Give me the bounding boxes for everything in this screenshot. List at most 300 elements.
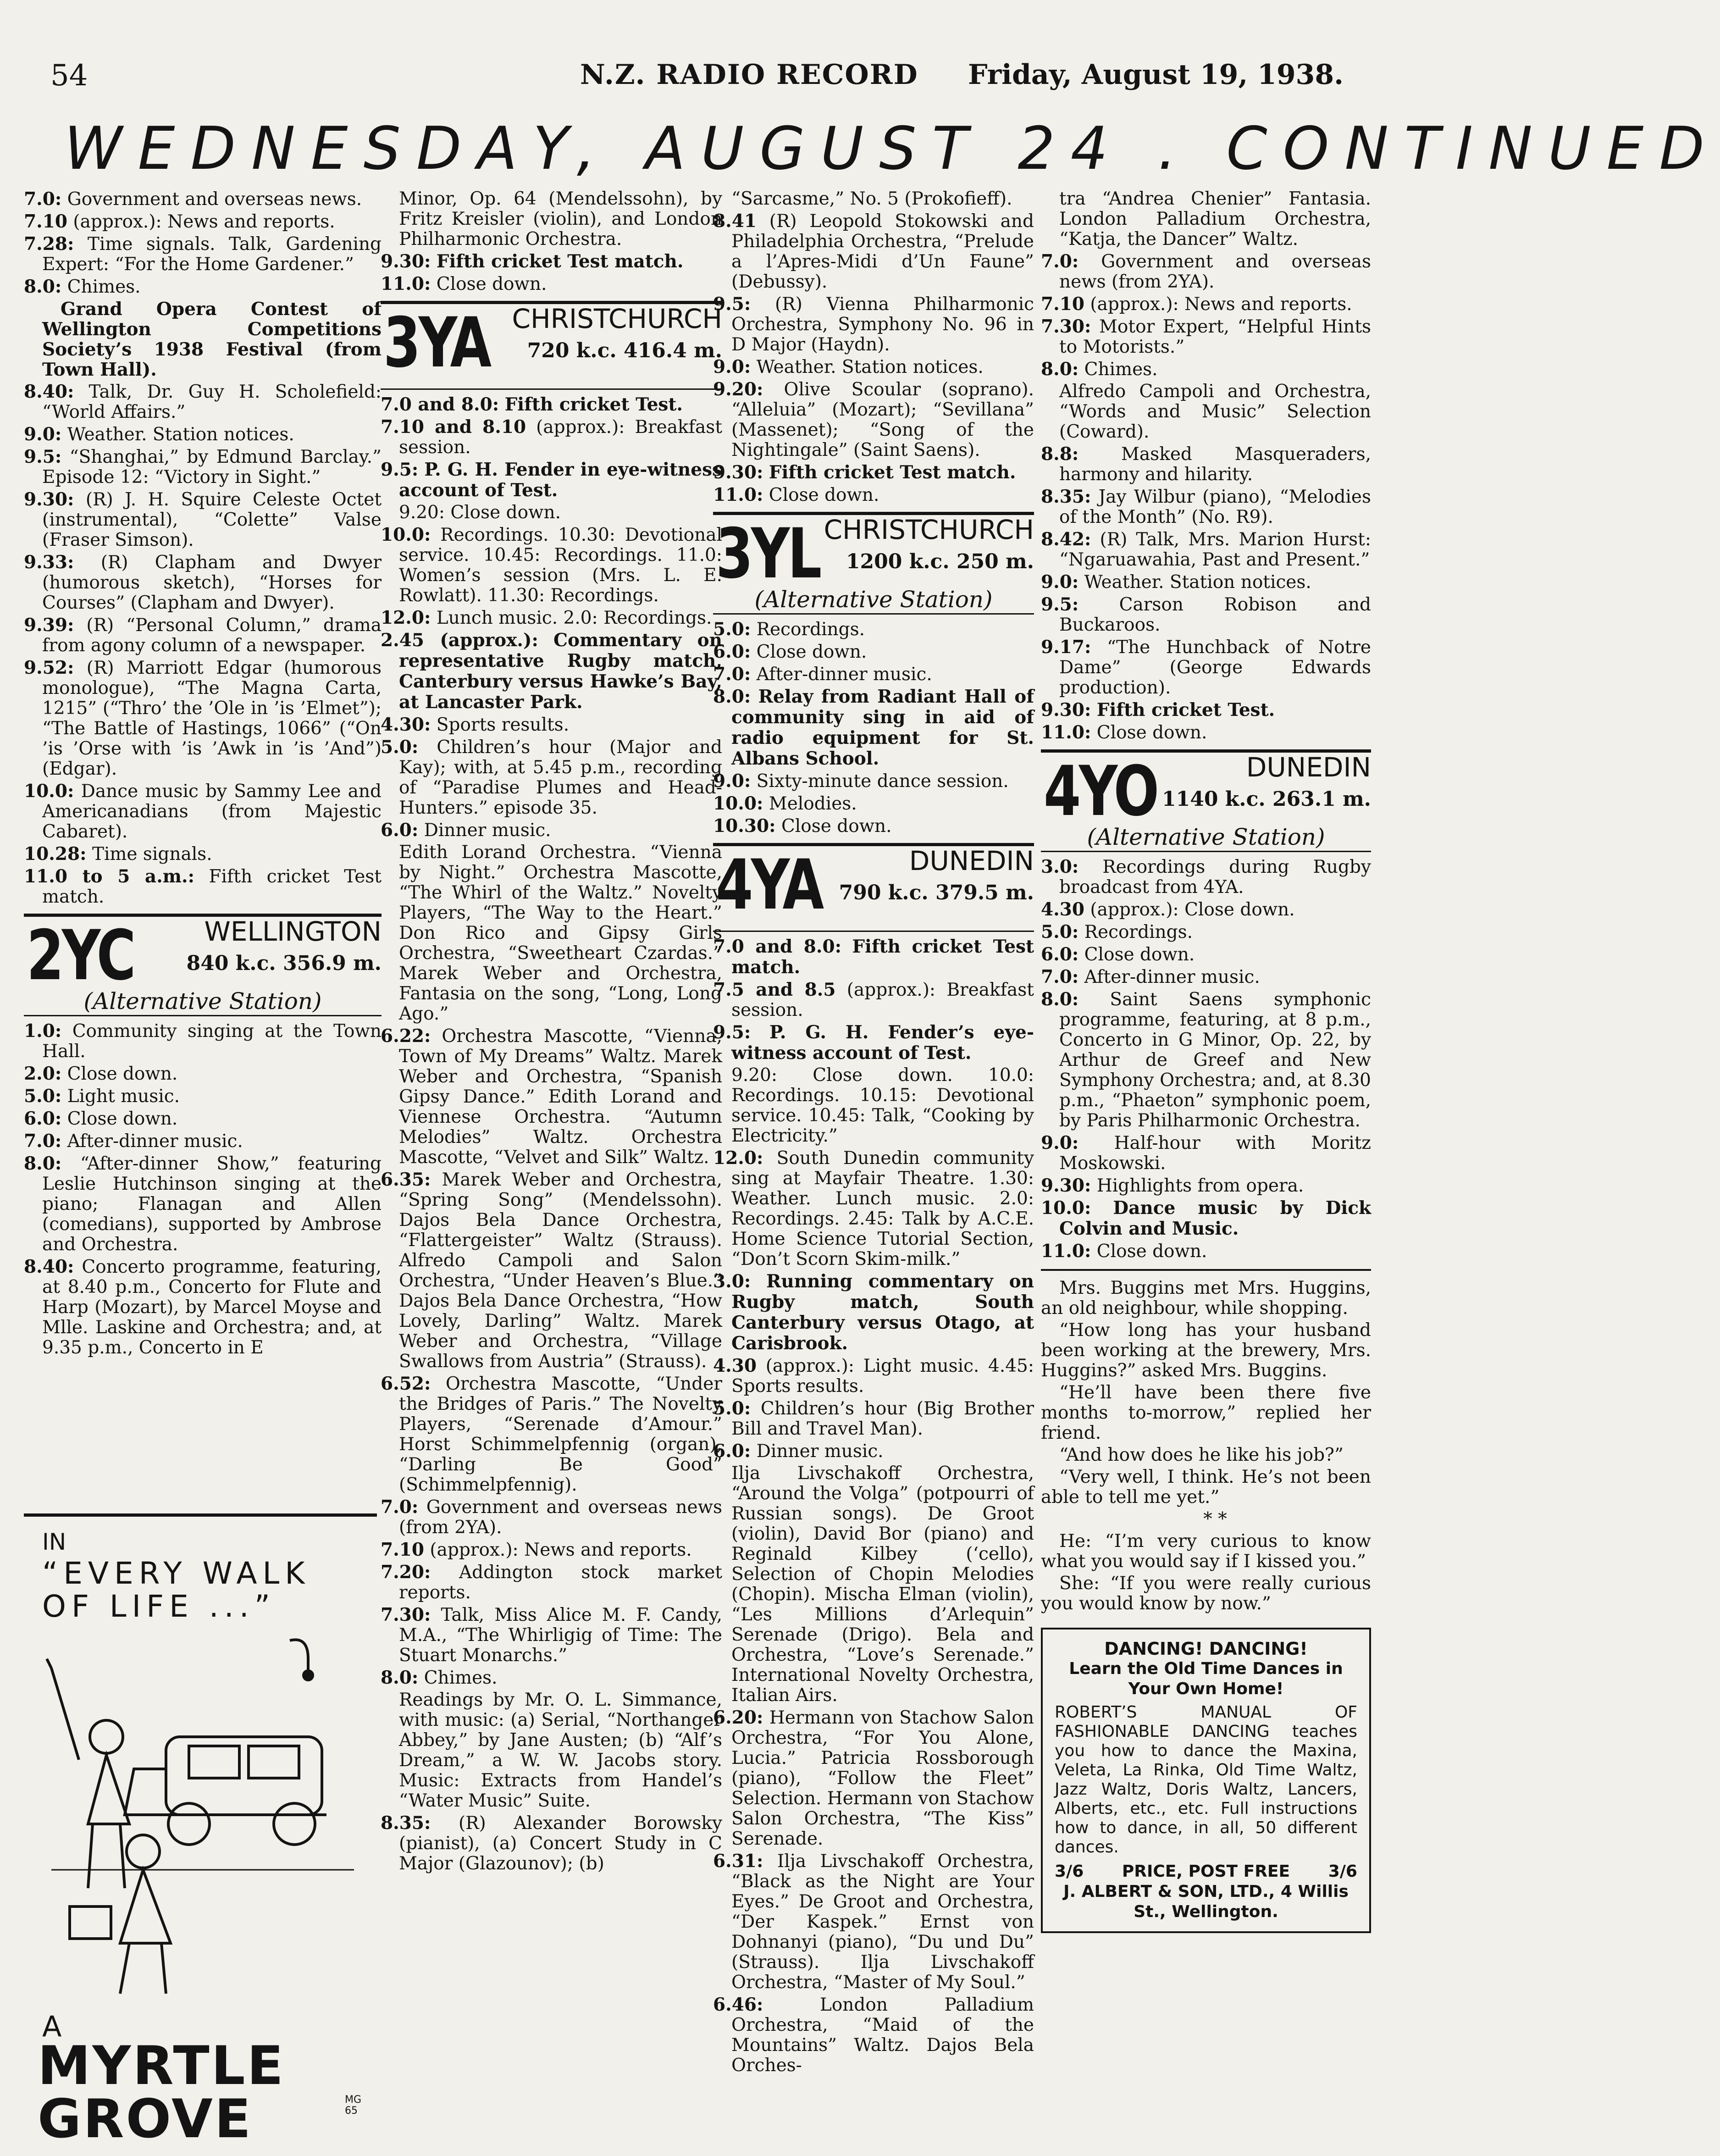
entry-time: 9.0: [1041,571,1079,593]
entry-text: Children’s hour (Major and Kay); with, at 5.45 p.m., recording of “Paradise Plumes and Head-Hunters.” episode 35. [399,737,722,818]
schedule-entry [713,1398,1034,1439]
schedule-entry [24,211,382,232]
entry-time: 11.0: [381,273,431,294]
entry-text: Dance music by Sammy Lee and Americanadians (from Majestic Cabaret). [42,781,382,842]
entry-text: Close down. [1096,1241,1207,1262]
schedule-entry [1041,316,1371,357]
entry-time: 4.30 [713,1355,757,1376]
ad-code [345,2095,361,2117]
entry-text: Government and overseas news (from 2YA). [1059,251,1371,292]
entry-time: 9.0: [1041,1132,1079,1153]
publication-title: N.Z. RADIO RECORD [580,59,918,91]
schedule-entry [381,1497,722,1538]
schedule-entry [1041,922,1371,942]
entry-text: Olive Scoular (soprano). “Alleluia” (Mozart); “Sevillana” (Massenet); “Song of the Nightingale” (Saint Saens). [731,379,1034,460]
schedule-entry [713,1271,1034,1354]
station-frequency: 1200 k.c. 250 m. [846,550,1034,573]
entry-time: 9.5: [713,294,751,315]
schedule-entry [24,382,382,422]
ad-brand-line-2: GROVE [38,2088,253,2150]
entry-text: “The Hunchback of Notre Dame” (George Edwards production). [1059,637,1371,698]
schedule-entry [24,615,382,656]
entry-text: (R) Alexander Borowsky (pianist), (a) Concert Study in C Major (Glazounov); (b) [399,1813,722,1874]
entry-time: 5.0: [24,1086,62,1107]
anecdote-paragraph: He: “I’m very curious to know what you would say if I kissed you.” [1041,1531,1371,1572]
entry-time: 9.20: [713,379,763,400]
entry-time: 8.0: [381,1667,419,1688]
entry-time: 11.0: [713,484,763,505]
entry-time: 10.28: [24,843,87,865]
entry-time: 8.8: [1041,443,1079,465]
list-col2b [381,394,722,1874]
list-col1 [24,189,382,907]
entry-time: 9.17: [1041,637,1091,658]
entry-text: “Shanghai,” by Edmund Barclay.” Episode 12: “Victory in Sight.” [42,447,382,488]
entry-time: 9.5: [1041,594,1079,615]
entry-text: Half-hour with Moritz Moskowski. [1059,1133,1371,1174]
station-frequency: 1140 k.c. 263.1 m. [1162,787,1371,811]
schedule-entry [713,189,1034,209]
entry-time: 10.0: [1041,1197,1091,1219]
entry-text: Weather. Station notices. [756,357,984,377]
entry-time: 7.10 and 8.10 [381,416,526,438]
station-alternative-label: (Alternative Station) [83,988,322,1014]
entry-text: Hermann von Stachow Salon Orchestra, “For You Alone, Lucia.” Patricia Rossborough (piano), “Follow the Fleet” Selection. Hermann von Stachow Salon Orchestra, “The Kiss” Serenade. [731,1707,1034,1849]
entry-text: Highlights from opera. [1096,1175,1304,1196]
schedule-entry [24,1064,382,1084]
station-call-sign: 2YC [27,916,134,996]
entry-text: Time signals. [92,844,212,865]
entry-time: 6.52: [381,1373,431,1394]
entry-text: (R) Vienna Philharmonic Orchestra, Symphony No. 96 in D Major (Haydn). [731,294,1034,355]
entry-text: (R) Leopold Stokowski and Philadelphia Orchestra, “Prelude a l’Apres-Midi d’Un Faune” (Debussy). [731,211,1034,292]
entry-time: 10.30: [713,815,776,837]
schedule-entry [713,619,1034,640]
list-col3a [713,189,1034,505]
section-divider [1041,1269,1371,1271]
station-2yc-header [24,914,382,1016]
ad-price-right: 3/6 [1328,1862,1357,1881]
station-alternative-label: (Alternative Station) [754,586,993,613]
entry-time: 6.46: [713,1994,763,2015]
schedule-entry [24,1108,382,1129]
schedule-entry [713,1148,1034,1269]
schedule-entry [381,608,722,628]
entry-time: 8.0: [713,686,751,707]
entry-text: Lunch music. 2.0: Recordings. [436,608,712,628]
entry-text: Dinner music. [756,1441,884,1462]
list-col2a [381,189,722,294]
entry-text: Orchestra Mascotte, “Vienna, Town of My Dreams” Waltz. Marek Weber and Orchestra, “Spanish Gipsy Dance.” Edith Lorand and Viennese Orchestra. “Autumn Melodies” Waltz. Orchestra Mascotte, “Velvet and Silk” Waltz. [399,1026,722,1168]
entry-text: Sixty-minute dance session. [756,771,1009,792]
schedule-entry [24,489,382,550]
entry-time: 10.0: [24,781,74,802]
entry-text: Minor, Op. 64 (Mendelssohn), by Fritz Kreisler (violin), and London Philharmonic Orchestra. [399,188,722,249]
column-4 [1041,189,1371,1933]
schedule-entry [1041,189,1371,249]
schedule-entry [1041,251,1371,292]
schedule-entry [713,1356,1034,1397]
column-2 [381,189,722,1876]
ad-brand-name [38,2035,285,2150]
station-3ya-header [381,301,722,390]
ad-subheading: Learn the Old Time Dances in Your Own Home! [1069,1659,1343,1698]
entry-text: Government and overseas news. [67,189,362,210]
entry-time: 8.0: [1041,989,1079,1010]
entry-time: 9.5: [381,459,419,480]
entry-text: Addington stock market reports. [399,1562,722,1603]
entry-text: Melodies. [769,793,857,814]
entry-time: 6.0: [381,820,419,841]
station-4ya-header [713,843,1034,932]
entry-time: 10.0: [713,793,763,814]
entry-time: 6.22: [381,1025,431,1047]
ad-price-label: PRICE, POST FREE [1122,1862,1290,1881]
entry-text: Time signals. Talk, Gardening Expert: “For the Home Gardener.” [42,234,382,275]
station-city: WELLINGTON [204,916,382,947]
entry-text: Talk, Dr. Guy H. Scholefield: “World Affairs.” [42,382,382,422]
station-call-sign: 4YA [716,845,822,925]
entry-time: 11.0 to 5 a.m.: [24,866,195,887]
entry-text: Light music. [67,1086,180,1107]
schedule-entry [1041,359,1371,380]
schedule-entry [381,274,722,294]
schedule-entry [713,687,1034,769]
entry-time: 12.0: [713,1147,763,1169]
entry-text: P. G. H. Fender in eye-witness account of Test. [399,459,722,501]
schedule-entry [1041,529,1371,570]
schedule-entry [1041,967,1371,987]
entry-text: Sports results. [436,715,570,735]
entry-time: 7.0: [1041,251,1079,272]
ad-code-line-2: 65 [345,2105,358,2117]
schedule-entry [24,1153,382,1255]
list-col3b [713,619,1034,837]
ad-article: A [42,2010,62,2043]
ad-body: ROBERT’S MANUAL OF FASHIONABLE DANCING teaches you how to dance the Maxina, Veleta, La Rinka, Old Time Waltz, Jazz Waltz, Doris Waltz, Lancers, Alberts, etc., etc. Full instructions how to dance, in all, 50 different dances. [1055,1703,1357,1857]
schedule-entry [24,189,382,210]
anecdote-paragraph: She: “If you were really curious you would know by now.” [1041,1573,1371,1614]
entry-time: 7.10 [1041,294,1084,315]
schedule-entry [713,485,1034,505]
entry-text: Community singing at the Town Hall. [42,1021,382,1062]
entry-text: Close down. [67,1064,178,1084]
entry-time: 5.0: [1041,921,1079,942]
schedule-entry [1041,1133,1371,1174]
entry-text: “Sarcasme,” No. 5 (Prokofieff). [731,188,1012,209]
column-1 [24,189,382,1360]
entry-text: (approx.): Light music. 4.45: Sports results. [731,1356,1034,1397]
ad-illustration [51,1631,354,1998]
schedule-entry [381,1374,722,1495]
schedule-entry [381,417,722,458]
entry-time: 9.33: [24,552,74,573]
station-city: CHRISTCHURCH [512,303,722,334]
entry-text: Weather. Station notices. [1084,572,1311,593]
station-city: DUNEDIN [909,845,1034,876]
entry-text: Recordings. 10.30: Devotional service. 10.45: Recordings. 11.0: Women’s session (Mrs. L. E. Rowlatt). 11.30: Recordings. [399,525,722,606]
entry-text: Commentary on representative Rugby match, Canterbury versus Hawke’s Bay, at Lancaster Park. [399,630,722,713]
entry-time: 1.0: [24,1020,62,1042]
anecdote-paragraph: * * [1203,1509,1227,1530]
list-col4b [1041,857,1371,1262]
entry-time: 7.0: [24,188,62,210]
entry-text: tra “Andrea Chenier” Fantasia. London Palladium Orchestra, “Katja, the Dancer” Waltz. [1059,188,1371,249]
schedule-entry [713,980,1034,1020]
schedule-entry [381,1562,722,1603]
schedule-entry [713,664,1034,685]
schedule-entry [24,1131,382,1152]
schedule-entry [713,1851,1034,1993]
schedule-entry [381,1540,722,1560]
entry-text: Chimes. [1084,359,1158,380]
entry-time: 7.0: [1041,966,1079,987]
entry-time: 7.0 and 8.0: [381,394,499,415]
entry-text: (R) J. H. Squire Celeste Octet (instrumental), “Colette” Valse (Fraser Simson). [42,489,382,550]
schedule-entry [381,1668,722,1688]
entry-text: Fifth cricket Test match. [42,866,382,907]
entry-time: 9.39: [24,615,74,636]
entry-text: “After-dinner Show,” featuring Leslie Hutchinson singing at the piano; Flanagan and Allen (comedians), supported by Ambrose and Orchestra. [42,1153,382,1255]
schedule-entry [713,462,1034,483]
schedule-entry [713,793,1034,814]
schedule-entry [1041,722,1371,743]
schedule-entry [24,1257,382,1358]
entry-time: 9.0: [713,356,751,377]
schedule-entry [381,737,722,818]
entry-time: 5.0: [381,737,419,758]
entry-time: 7.10 [381,1539,424,1560]
entry-text: (approx.): News and reports. [1090,294,1352,315]
schedule-entry [713,357,1034,377]
entry-text: After-dinner music. [1084,967,1260,987]
schedule-entry [381,630,722,713]
entry-time: 4.30 [1041,899,1084,920]
schedule-entry [713,1995,1034,2076]
entry-time: 8.42: [1041,529,1091,550]
entry-text: 9.20: Close down. 10.0: Recordings. 10.15: Devotional service. 10.45: Talk, “Cooking by Electricity.” [731,1065,1034,1146]
schedule-entry [713,771,1034,792]
entry-time: 8.35: [381,1812,431,1834]
ad-slogan-line-2: OF LIFE ...” [42,1589,276,1624]
entry-time: 8.40: [24,381,74,402]
schedule-entry [1041,1175,1371,1196]
entry-text: Relay from Radiant Hall of community sing in aid of radio equipment for St. Albans School. [731,686,1034,769]
entry-time: 10.0: [381,524,431,545]
station-call-sign: 3YA [383,303,490,383]
entry-time: 7.0: [381,1496,419,1518]
schedule-entry [1041,857,1371,898]
entry-time: 9.5: [713,1022,751,1043]
anecdote-paragraph: “How long has your husband been working at the brewery, Mrs. Huggins?” asked Mrs. Buggins. [1041,1320,1371,1381]
entry-text: After-dinner music. [756,664,932,685]
schedule-entry [1041,700,1371,721]
list-col3c [713,937,1034,2076]
day-banner: WEDNESDAY, AUGUST 24 . CONTINUED [64,115,1720,183]
schedule-entry [24,1086,382,1107]
ad-heading: DANCING! DANCING! [1104,1639,1308,1659]
schedule-entry [1041,1198,1371,1239]
entry-text: 9.20: Close down. [399,502,561,523]
entry-text: Edith Lorand Orchestra. “Vienna by Night.” Orchestra Mascotte, “The Whirl of the Waltz.” Novelty Players, “The Way to the Heart.” Don Rico and Gipsy Girls Orchestra, “Sweetheart Czardas.” Marek Weber and Orchestra, Fantasia on the song, “Long, Long Ago.” [399,842,722,1024]
dancing-manual-advertisement [1041,1628,1371,1933]
schedule-entry [381,842,722,1024]
entry-time: 3.0: [1041,856,1079,877]
schedule-entry [381,394,722,415]
entry-text: P. G. H. Fender’s eye-witness account of Test. [731,1022,1034,1064]
schedule-entry [713,1441,1034,1462]
station-3yl-header [713,512,1034,615]
entry-text: Fifth cricket Test match. [769,462,1016,483]
entry-text: (R) Talk, Mrs. Marion Hurst: “Ngaruawahia, Past and Present.” [1059,529,1371,570]
entry-time: 7.30: [381,1604,431,1625]
schedule-entry [24,234,382,275]
entry-text: South Dunedin community sing at Mayfair Theatre. 1.30: Weather. Lunch music. 2.0: Recordings. 2.45: Talk by A.C.E. Home Science Tutorial Section, “Don’t Scorn Skim-milk.” [731,1148,1034,1269]
entry-time: 3.0: [713,1271,751,1292]
entry-time: 7.5 and 8.5 [713,979,836,1000]
entry-time: 9.5: [24,446,62,467]
entry-time: 8.0: [24,276,62,297]
entry-text: Ilja Livschakoff Orchestra, “Around the Volga” (potpourri of Russian songs). De Groot (violin), David Bor (piano) and Reginald Kilbey (‘cello), Selection of Chopin Melodies (Chopin). Mischa Elman (violin), “Les Millions d’Arlequin” Serenade (Drigo). Bela and Orchestra, “Love’s Serenade.” International Novelty Orchestra, Italian Airs. [731,1463,1034,1706]
schedule-entry [1041,944,1371,965]
schedule-entry [381,189,722,249]
entry-text: (approx.): Breakfast session. [399,417,722,458]
myrtle-grove-advertisement [24,1513,377,2150]
entry-time: 8.35: [1041,486,1091,507]
schedule-entry [1041,989,1371,1131]
entry-text: Chimes. [424,1668,498,1688]
entry-text: Saint Saens symphonic programme, featuring, at 8 p.m., Concerto in G Minor, Op. 22, by Arthur de Greef and New Symphony Orchestra; and, at 8.30 p.m., “Phaeton” symphonic poem, by Paris Philharmonic Orchestra. [1059,989,1371,1131]
schedule-entry [713,1707,1034,1849]
entry-time: 9.0: [24,424,62,445]
entry-time: 9.30: [24,489,74,510]
schedule-entry [713,294,1034,355]
ad-brand-line-1: MYRTLE [38,2035,285,2097]
anecdote-paragraph: “Very well, I think. He’s not been able to tell me yet.” [1041,1467,1371,1508]
entry-text: Fifth cricket Test match. [436,251,684,272]
entry-text: (approx.): News and reports. [430,1540,692,1560]
entry-time: 8.40: [24,1256,74,1277]
schedule-entry [1041,382,1371,442]
schedule-entry [381,820,722,841]
schedule-entry [381,503,722,523]
entry-text: Fifth cricket Test. [1096,699,1275,721]
entry-text: Close down. [67,1108,178,1129]
entry-time: 8.0: [24,1153,62,1174]
entry-text: Close down. [436,274,547,294]
schedule-entry [24,1021,382,1062]
schedule-entry [713,937,1034,978]
schedule-entry [713,379,1034,460]
schedule-entry: Grand Opera Contest of Wellington Competitions Society’s 1938 Festival (from Town Hall). [42,299,382,380]
entry-text: Dance music by Dick Colvin and Music. [1059,1197,1371,1239]
schedule-entry [713,1022,1034,1064]
schedule-entry [1041,899,1371,920]
station-frequency: 840 k.c. 356.9 m. [186,952,382,975]
entry-text: Close down. [756,642,867,662]
schedule-entry [24,424,382,445]
entry-time: 7.0: [713,664,751,685]
entry-time: 6.0: [1041,944,1079,965]
schedule-entry [1041,444,1371,485]
entry-time: 7.30: [1041,316,1091,337]
ad-address: J. ALBERT & SON, LTD., 4 Willis St., Wellington. [1063,1882,1349,1921]
entry-time: 2.0: [24,1063,62,1084]
schedule-entry [24,277,382,297]
entry-time: 6.31: [713,1851,763,1872]
schedule-entry [24,658,382,779]
entry-time: 7.10 [24,211,67,232]
entry-text: Running commentary on Rugby match, South Canterbury versus Otago, at Carisbrook. [731,1271,1034,1354]
schedule-entry [381,251,722,272]
entry-text: Orchestra Mascotte, “Under the Bridges of Paris.” The Novelty Players, “Serenade d’Amour.” Horst Schimmelpfennig (organ), “Darling Be Good” (Schimmelpfennig). [399,1374,722,1495]
anecdote-block [1041,1278,1371,1614]
entry-text: Government and overseas news (from 2YA). [399,1497,722,1538]
schedule-entry [24,781,382,842]
entry-time: 9.30: [1041,699,1091,721]
ad-slogan [42,1557,310,1623]
entry-text: Close down. [1084,944,1195,965]
station-alternative-label: (Alternative Station) [1087,824,1325,850]
column-3 [713,189,1034,2078]
entry-time: 9.52: [24,657,74,678]
entry-time: 6.35: [381,1169,431,1190]
station-frequency: 790 k.c. 379.5 m. [839,881,1034,904]
schedule-entry [24,844,382,865]
entry-time: 5.0: [713,1398,751,1419]
entry-text: Masked Masqueraders, harmony and hilarity. [1059,444,1371,485]
entry-text: Marek Weber and Orchestra, “Spring Song” (Mendelssohn). Dajos Bela Dance Orchestra, “Flattergeister” Waltz (Strauss). Alfredo Campoli and Salon Orchestra, “Under Heaven’s Blue.” Dajos Bela Dance Orchestra, “How Lovely, Darling” Waltz. Marek Weber and Orchestra, “Village Swallows from Austria” (Strauss). [399,1169,722,1372]
entry-text: Fifth cricket Test. [504,394,683,415]
schedule-entry [381,1169,722,1372]
entry-text: (approx.): Breakfast session. [731,980,1034,1020]
entry-time: 8.0: [1041,359,1079,380]
entry-text: (approx.): Close down. [1090,899,1295,920]
entry-text: Talk, Miss Alice M. F. Candy, M.A., “The Whirligig of Time: The Stuart Monarchs.” [399,1605,722,1666]
entry-text: London Palladium Orchestra, “Maid of the Mountains” Waltz. Dajos Bela Orches- [731,1995,1034,2076]
schedule-entry [381,460,722,501]
entry-text: Close down. [1096,722,1207,743]
ad-in-text: IN [42,1529,66,1555]
entry-text: Motor Expert, “Helpful Hints to Motorists.” [1059,316,1371,357]
schedule-entry [381,1026,722,1168]
entry-time: 6.0: [713,1441,751,1462]
entry-time: 11.0: [1041,1241,1091,1262]
schedule-entry [381,1605,722,1666]
schedule-entry [713,816,1034,837]
schedule-entry [1041,637,1371,698]
entry-time: 11.0: [1041,722,1091,743]
entry-text: After-dinner music. [67,1131,243,1152]
schedule-entry [381,715,722,735]
schedule-entry [713,1463,1034,1706]
entry-time: 9.30: [381,251,431,272]
list-col4a [1041,189,1371,743]
entry-time: 7.0 and 8.0: [713,936,841,957]
schedule-entry [381,1813,722,1874]
entry-time: 6.0: [24,1108,62,1129]
entry-text: Close down. [781,816,892,837]
entry-text: Close down. [769,485,879,505]
entry-text: Recordings. [1084,922,1193,942]
entry-time: 9.0: [713,770,751,792]
entry-time: 4.30: [381,714,431,735]
entry-text: Concerto programme, featuring, at 8.40 p.m., Concerto for Flute and Harp (Mozart), by Marcel Moyse and Mlle. Laskine and Orchestra; and, at 9.35 p.m., Concerto in E [42,1257,382,1358]
entry-time: 12.0: [381,607,431,628]
schedule-entry [24,866,382,907]
schedule-entry [713,1065,1034,1146]
entry-text: (R) “Personal Column,” drama from agony column of a newspaper. [42,615,382,656]
